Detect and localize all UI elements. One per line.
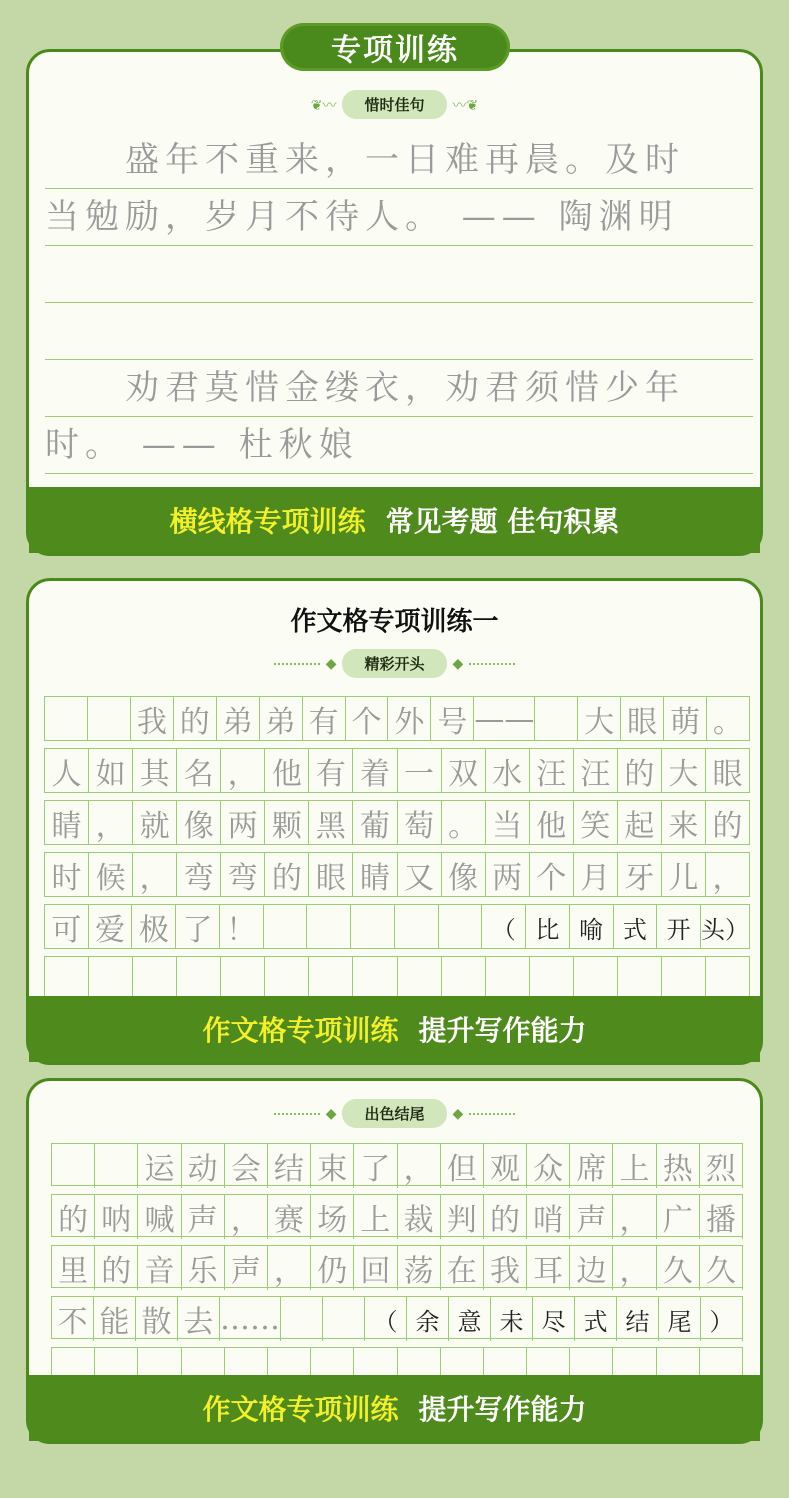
grid-cell: [353, 957, 397, 1000]
grid-cell: 颗: [265, 801, 309, 845]
grid-cell: 观: [484, 1144, 527, 1188]
grid-cell: 名: [177, 749, 221, 793]
grid-cell: [265, 957, 309, 1000]
grid-cell: 极: [132, 905, 176, 949]
grid-cell: （: [365, 1297, 407, 1341]
grid-cell: 弯: [221, 853, 265, 897]
grid-row: [44, 800, 750, 845]
grid-cell: 当: [486, 801, 530, 845]
grid-cell: [281, 1297, 323, 1341]
grid-cell: 他: [530, 801, 574, 845]
leaf-right-icon: 〰❦: [452, 97, 479, 114]
grid-cell: 赛: [268, 1195, 311, 1239]
grid-cell: 声: [225, 1246, 268, 1290]
grid-cell: 的: [484, 1195, 527, 1239]
grid-cell: [662, 957, 706, 1000]
grid-cell: 众: [527, 1144, 570, 1188]
footer-highlight: 作文格专项训练: [202, 1393, 399, 1426]
grid-cell: 儿: [662, 853, 706, 897]
grid-row: [51, 1194, 743, 1237]
grid-cell: 场: [311, 1195, 354, 1239]
grid-cell: 久: [700, 1246, 743, 1290]
grid-cell: 喊: [138, 1195, 181, 1239]
grid-cell: 号: [431, 697, 474, 741]
footer-highlight: 横线格专项训练: [169, 505, 366, 538]
grid-cell: ，: [706, 853, 750, 897]
grid-cell: [442, 957, 486, 1000]
footer-text: 提升写作能力: [418, 1014, 587, 1047]
grid-cell: 上: [354, 1195, 397, 1239]
pill-row: [29, 1099, 760, 1128]
grid-cell: ……: [220, 1297, 281, 1341]
grid-cell: [574, 957, 618, 1000]
grid-row: [44, 904, 750, 949]
footer-text: 提升写作能力: [418, 1393, 587, 1426]
dotted-line-left: [274, 663, 320, 665]
grid-cell: 葡: [353, 801, 397, 845]
panel-horizontal-lines: [26, 49, 763, 556]
grid-cell: 声: [182, 1195, 225, 1239]
pill-row: [29, 649, 760, 678]
grid-cell: 不: [52, 1297, 94, 1341]
grid-cell: 在: [441, 1246, 484, 1290]
grid-cell: 音: [138, 1246, 181, 1290]
grid-cell: 弟: [260, 697, 303, 741]
grid-cell: 动: [182, 1144, 225, 1188]
grid-cell: 爱: [89, 905, 133, 949]
grid-cell: 的: [265, 853, 309, 897]
grid-cell: [88, 697, 131, 741]
diamond-left-icon: ◆: [325, 655, 337, 672]
grid-cell: [133, 957, 177, 1000]
grid-cell: 意: [449, 1297, 491, 1341]
grid-cell: [52, 1144, 95, 1188]
dotted-line-right: [469, 1113, 515, 1115]
grid-cell: 哨: [527, 1195, 570, 1239]
panel-composition-grid-1: [26, 578, 763, 1065]
grid-cell: 了: [354, 1144, 397, 1188]
grid-cell: 他: [265, 749, 309, 793]
grid-cell: 像: [442, 853, 486, 897]
grid-cell: 余: [407, 1297, 449, 1341]
grid-cell: 声: [570, 1195, 613, 1239]
grid-cell: 眼: [309, 853, 353, 897]
grid-cell: 可: [45, 905, 89, 949]
grid-cell: 时: [45, 853, 89, 897]
grid-cell: 笑: [574, 801, 618, 845]
grid-cell: [221, 957, 265, 1000]
grid-cell: 人: [45, 749, 89, 793]
grid-cell: 席: [570, 1144, 613, 1188]
grid-cell: [535, 697, 578, 741]
grid-cell: ，: [225, 1195, 268, 1239]
grid-cell: 来: [662, 801, 706, 845]
grid-cell: 眼: [621, 697, 664, 741]
grid-cell: 仍: [311, 1246, 354, 1290]
grid-cell: 去: [178, 1297, 220, 1341]
grid-cell: 式: [575, 1297, 617, 1341]
grid-cell: 了: [176, 905, 220, 949]
grid-cell: ，: [133, 853, 177, 897]
grid-cell: 久: [657, 1246, 700, 1290]
grid-cell: 有: [309, 749, 353, 793]
grid-cell: 萄: [398, 801, 442, 845]
pill-row: [29, 90, 760, 119]
grid-cell: （: [482, 905, 526, 949]
grid-cell: 弟: [217, 697, 260, 741]
top-title-tab: 专项训练: [280, 23, 510, 71]
diamond-left-icon: ◆: [325, 1105, 337, 1122]
grid-cell: [530, 957, 574, 1000]
grid-cell: [45, 697, 88, 741]
grid-cell: 像: [177, 801, 221, 845]
grid-cell: [307, 905, 351, 949]
grid-row: [44, 748, 750, 793]
grid-cell: [264, 905, 308, 949]
grid-cell: 就: [133, 801, 177, 845]
grid-cell: [323, 1297, 365, 1341]
grid-cell: 里: [52, 1246, 95, 1290]
grid-cell: 耳: [527, 1246, 570, 1290]
grid-cell: 烈: [700, 1144, 743, 1188]
grid-cell: 裁: [398, 1195, 441, 1239]
ruled-line: [45, 246, 753, 303]
grid-cell: ）: [701, 1297, 743, 1341]
grid-cell: [398, 957, 442, 1000]
section-title: 作文格专项训练一: [290, 607, 499, 637]
grid-cell: 会: [225, 1144, 268, 1188]
grid-cell: 比: [526, 905, 570, 949]
grid-cell: ，: [613, 1195, 656, 1239]
grid-cell: 结: [617, 1297, 659, 1341]
grid-cell: 但: [441, 1144, 484, 1188]
footer-banner: [29, 487, 760, 553]
grid-cell: ，: [268, 1246, 311, 1290]
grid-cell: 个: [530, 853, 574, 897]
grid-cell: 外: [388, 697, 431, 741]
grid-cell: 上: [613, 1144, 656, 1188]
grid-cell: 弯: [177, 853, 221, 897]
panel-composition-grid-2: [26, 1078, 763, 1444]
grid-cell: 散: [136, 1297, 178, 1341]
grid-cell: [706, 957, 750, 1000]
footer-banner: [29, 996, 760, 1062]
grid-cell: 眼: [706, 749, 750, 793]
grid-cell: 个: [346, 697, 389, 741]
grid-cell: 热: [657, 1144, 700, 1188]
grid-cell: ！: [220, 905, 264, 949]
ruled-line: 劝君莫惜金缕衣，劝君须惜少年: [45, 360, 753, 417]
grid-cell: 又: [398, 853, 442, 897]
grid-cell: 汪: [530, 749, 574, 793]
grid-cell: 起: [618, 801, 662, 845]
grid-cell: 的: [52, 1195, 95, 1239]
grid-cell: ——: [474, 697, 535, 741]
leaf-left-icon: ❦〰: [310, 97, 337, 114]
grid-cell: 喻: [570, 905, 614, 949]
grid-row: [51, 1143, 743, 1186]
grid-cell: 。: [707, 697, 750, 741]
footer-highlight: 作文格专项训练: [202, 1014, 399, 1047]
grid-cell: 束: [311, 1144, 354, 1188]
diamond-right-icon: ◆: [452, 655, 464, 672]
grid-cell: 其: [133, 749, 177, 793]
footer-banner: [29, 1375, 760, 1441]
grid-cell: 广: [657, 1195, 700, 1239]
grid-cell: [439, 905, 483, 949]
grid-row: [44, 852, 750, 897]
grid-cell: [309, 957, 353, 1000]
grid-cell: 着: [353, 749, 397, 793]
grid-cell: 的: [706, 801, 750, 845]
grid-cell: 月: [574, 853, 618, 897]
grid-cell: 睛: [45, 801, 89, 845]
grid-cell: 荡: [398, 1246, 441, 1290]
grid-cell: 。: [442, 801, 486, 845]
grid-cell: 播: [700, 1195, 743, 1239]
grid-cell: 尾: [659, 1297, 701, 1341]
grid-cell: 我: [131, 697, 174, 741]
section-pill: 出色结尾: [342, 1099, 446, 1128]
grid-cell: [618, 957, 662, 1000]
grid-cell: 萌: [664, 697, 707, 741]
section-pill: 精彩开头: [342, 649, 446, 678]
grid-cell: 黑: [309, 801, 353, 845]
grid-cell: 两: [221, 801, 265, 845]
grid-cell: 两: [486, 853, 530, 897]
grid-cell: 开: [657, 905, 701, 949]
grid-cell: 回: [354, 1246, 397, 1290]
grid-cell: [89, 957, 133, 1000]
grid-cell: 头）: [701, 905, 750, 949]
grid-row: [44, 696, 750, 741]
grid-cell: 的: [174, 697, 217, 741]
section-pill: 惜时佳句: [342, 90, 446, 119]
grid-cell: [395, 905, 439, 949]
grid-cell: 式: [614, 905, 658, 949]
ruled-line: 时。 —— 杜秋娘: [45, 417, 753, 474]
footer-text: 常见考题 佳句积累: [385, 505, 620, 538]
grid-cell: 呐: [95, 1195, 138, 1239]
grid-cell: 双: [442, 749, 486, 793]
grid-cell: 的: [95, 1246, 138, 1290]
grid-cell: 边: [570, 1246, 613, 1290]
grid-cell: 尽: [533, 1297, 575, 1341]
grid-cell: [95, 1144, 138, 1188]
grid-cell: 判: [441, 1195, 484, 1239]
grid-cell: 乐: [182, 1246, 225, 1290]
grid-row: [51, 1245, 743, 1288]
grid-cell: 结: [268, 1144, 311, 1188]
ruled-line: 当勉励，岁月不待人。 —— 陶渊明: [45, 189, 753, 246]
grid-cell: [351, 905, 395, 949]
grid-cell: 有: [303, 697, 346, 741]
grid-cell: 大: [662, 749, 706, 793]
grid-cell: 水: [486, 749, 530, 793]
grid-cell: 能: [94, 1297, 136, 1341]
grid-cell: [486, 957, 530, 1000]
grid-cell: [177, 957, 221, 1000]
grid-cell: ，: [89, 801, 133, 845]
grid-cell: 牙: [618, 853, 662, 897]
grid-cell: 大: [578, 697, 621, 741]
grid-cell: 候: [89, 853, 133, 897]
dotted-line-right: [469, 663, 515, 665]
grid-cell: ，: [398, 1144, 441, 1188]
grid-cell: 我: [484, 1246, 527, 1290]
dotted-line-left: [274, 1113, 320, 1115]
grid-cell: 睛: [353, 853, 397, 897]
grid-cell: 汪: [574, 749, 618, 793]
grid-cell: 的: [618, 749, 662, 793]
grid-row: [51, 1296, 743, 1339]
grid-cell: 运: [138, 1144, 181, 1188]
grid-cell: 如: [89, 749, 133, 793]
diamond-right-icon: ◆: [452, 1105, 464, 1122]
grid-cell: 一: [398, 749, 442, 793]
grid-cell: [45, 957, 89, 1000]
grid-cell: 未: [491, 1297, 533, 1341]
grid-cell: ，: [221, 749, 265, 793]
ruled-line: 盛年不重来，一日难再晨。及时: [45, 132, 753, 189]
ruled-line: [45, 303, 753, 360]
grid-cell: ，: [613, 1246, 656, 1290]
grid-row: [44, 956, 750, 1001]
